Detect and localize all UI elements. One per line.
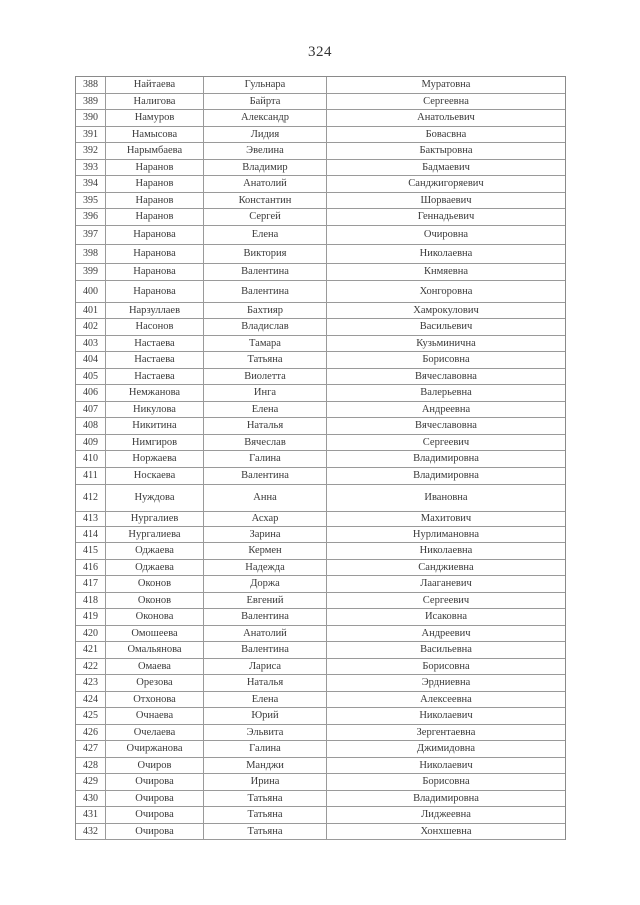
surname-cell: Оконов xyxy=(106,576,204,592)
name-cell: Галина xyxy=(204,741,327,757)
name-cell: Гульнара xyxy=(204,77,327,93)
surname-cell: Наранова xyxy=(106,264,204,280)
name-cell: Асхар xyxy=(204,512,327,526)
surname-cell: Насонов xyxy=(106,319,204,335)
name-cell: Елена xyxy=(204,692,327,708)
surname-cell: Очирова xyxy=(106,807,204,823)
surname-cell: Намуров xyxy=(106,110,204,126)
name-cell: Ирина xyxy=(204,774,327,790)
row-number: 405 xyxy=(76,369,106,385)
table-row xyxy=(76,193,565,210)
row-number: 426 xyxy=(76,725,106,741)
table-row xyxy=(76,824,565,841)
patronymic-cell: Васильевич xyxy=(419,321,473,333)
patronymic-cell: Вячеславовна xyxy=(415,370,477,382)
table-row xyxy=(76,543,565,560)
name-cell: Инга xyxy=(204,385,327,401)
table-row xyxy=(76,576,565,593)
table-row xyxy=(76,593,565,610)
surname-cell: Очелаева xyxy=(106,725,204,741)
surname-cell: Очирова xyxy=(106,774,204,790)
table-row xyxy=(76,741,565,758)
patronymic-cell: Бовасвна xyxy=(425,128,467,140)
patronymic-cell: Муратовна xyxy=(421,79,471,91)
table-row xyxy=(76,226,565,245)
name-cell: Елена xyxy=(204,402,327,418)
surname-cell: Найтаева xyxy=(106,77,204,93)
table-row xyxy=(76,626,565,643)
table-row xyxy=(76,245,565,264)
surname-cell: Нарымбаева xyxy=(106,143,204,159)
surname-cell: Очирова xyxy=(106,791,204,807)
row-number: 408 xyxy=(76,418,106,434)
surname-cell: Орезова xyxy=(106,675,204,691)
name-cell: Анатолий xyxy=(204,626,327,642)
name-cell: Лидия xyxy=(204,127,327,143)
patronymic-cell: Эрдниевна xyxy=(421,677,471,689)
row-number: 401 xyxy=(76,303,106,319)
row-number: 389 xyxy=(76,94,106,110)
row-number: 388 xyxy=(76,77,106,93)
table-row xyxy=(76,110,565,127)
surname-cell: Нуждова xyxy=(106,485,204,511)
patronymic-cell: Николаевич xyxy=(419,710,473,722)
table-row xyxy=(76,352,565,369)
table-row xyxy=(76,160,565,177)
row-number: 431 xyxy=(76,807,106,823)
table-row xyxy=(76,385,565,402)
row-number: 432 xyxy=(76,824,106,840)
surname-cell: Настаева xyxy=(106,336,204,352)
table-row xyxy=(76,209,565,226)
patronymic-cell: Геннадьевич xyxy=(417,211,475,223)
patronymic-cell: Махитович xyxy=(420,513,472,524)
patronymic-cell: Лааганевич xyxy=(420,578,472,590)
table-row xyxy=(76,642,565,659)
row-number: 413 xyxy=(76,512,106,526)
patronymic-cell: Джимидовна xyxy=(416,743,476,755)
name-cell: Татьяна xyxy=(204,352,327,368)
surname-cell: Очиров xyxy=(106,758,204,774)
table-row xyxy=(76,527,565,544)
table-row xyxy=(76,418,565,435)
name-cell: Виолетта xyxy=(204,369,327,385)
surname-cell: Очирова xyxy=(106,824,204,840)
row-number: 420 xyxy=(76,626,106,642)
name-cell: Анатолий xyxy=(204,176,327,192)
row-number: 427 xyxy=(76,741,106,757)
name-cell: Наталья xyxy=(204,418,327,434)
patronymic-cell: Борисовна xyxy=(422,776,470,788)
table-row xyxy=(76,336,565,353)
row-number: 393 xyxy=(76,160,106,176)
surname-cell: Омальянова xyxy=(106,642,204,658)
name-cell: Елена xyxy=(204,226,327,244)
row-number: 424 xyxy=(76,692,106,708)
row-number: 418 xyxy=(76,593,106,609)
patronymic-cell: Зергентаевна xyxy=(416,726,476,738)
name-cell: Надежда xyxy=(204,560,327,576)
name-cell: Анна xyxy=(204,485,327,511)
patronymic-cell: Николаевна xyxy=(419,545,473,557)
name-cell: Эльвита xyxy=(204,725,327,741)
surname-cell: Наранова xyxy=(106,226,204,244)
row-number: 399 xyxy=(76,264,106,280)
surname-cell: Оджаева xyxy=(106,543,204,559)
row-number: 414 xyxy=(76,527,106,543)
patronymic-cell: Алексеевна xyxy=(420,693,472,705)
patronymic-cell: Лиджеевна xyxy=(421,809,471,821)
patronymic-cell: Андреевич xyxy=(421,627,471,639)
row-number: 429 xyxy=(76,774,106,790)
row-number: 419 xyxy=(76,609,106,625)
patronymic-cell: Николаевна xyxy=(419,248,473,259)
patronymic-cell: Вячеславовна xyxy=(415,420,477,432)
table-row xyxy=(76,692,565,709)
row-number: 411 xyxy=(76,468,106,484)
name-cell: Валентина xyxy=(204,609,327,625)
patronymic-cell: Кнмяевна xyxy=(424,266,468,277)
table-row xyxy=(76,791,565,808)
patronymic-cell: Очировна xyxy=(423,229,469,240)
surname-cell: Наранов xyxy=(106,160,204,176)
patronymic-cell: Бадмаевич xyxy=(422,161,470,173)
surname-cell: Оджаева xyxy=(106,560,204,576)
surname-cell: Оконова xyxy=(106,609,204,625)
name-cell: Константин xyxy=(204,193,327,209)
name-cell: Зарина xyxy=(204,527,327,543)
name-cell: Виктория xyxy=(204,245,327,263)
row-number: 392 xyxy=(76,143,106,159)
row-number: 406 xyxy=(76,385,106,401)
row-number: 421 xyxy=(76,642,106,658)
surname-cell: Омошеева xyxy=(106,626,204,642)
table-row xyxy=(76,143,565,160)
patronymic-cell: Валерьевна xyxy=(420,387,472,399)
row-number: 394 xyxy=(76,176,106,192)
name-cell: Кермен xyxy=(204,543,327,559)
surname-cell: Никитина xyxy=(106,418,204,434)
patronymic-cell: Владимировна xyxy=(413,792,479,804)
row-number: 415 xyxy=(76,543,106,559)
name-cell: Вячеслав xyxy=(204,435,327,451)
surname-cell: Наранов xyxy=(106,193,204,209)
table-row xyxy=(76,512,565,527)
name-cell: Наталья xyxy=(204,675,327,691)
surname-cell: Наранов xyxy=(106,176,204,192)
patronymic-cell: Исаковна xyxy=(424,611,468,623)
patronymic-cell: Бактыровна xyxy=(419,145,473,157)
patronymic-cell: Нурлимановна xyxy=(412,528,480,540)
patronymic-cell: Санджигоряевич xyxy=(408,178,484,190)
row-number: 404 xyxy=(76,352,106,368)
patronymic-cell: Андреевна xyxy=(421,403,471,415)
table-row xyxy=(76,303,565,320)
row-number: 390 xyxy=(76,110,106,126)
surname-cell: Очнаева xyxy=(106,708,204,724)
surname-cell: Наранова xyxy=(106,245,204,263)
table-row xyxy=(76,369,565,386)
surname-cell: Нимгиров xyxy=(106,435,204,451)
table-row xyxy=(76,402,565,419)
surname-cell: Намысова xyxy=(106,127,204,143)
patronymic-cell: Шорваевич xyxy=(420,194,472,206)
patronymic-cell: Хонгоровна xyxy=(419,285,473,297)
table-row xyxy=(76,264,565,281)
names-table xyxy=(75,76,566,840)
row-number: 422 xyxy=(76,659,106,675)
table-row xyxy=(76,319,565,336)
patronymic-cell: Ивановна xyxy=(424,492,468,503)
surname-cell: Отхонова xyxy=(106,692,204,708)
surname-cell: Оконов xyxy=(106,593,204,609)
row-number: 410 xyxy=(76,451,106,467)
row-number: 398 xyxy=(76,245,106,263)
table-row xyxy=(76,675,565,692)
table-row xyxy=(76,435,565,452)
patronymic-cell: Сергеевич xyxy=(422,436,470,448)
patronymic-cell: Кузьминична xyxy=(416,337,476,349)
table-row xyxy=(76,485,565,512)
row-number: 407 xyxy=(76,402,106,418)
table-row xyxy=(76,774,565,791)
name-cell: Доржа xyxy=(204,576,327,592)
table-row xyxy=(76,451,565,468)
name-cell: Байрта xyxy=(204,94,327,110)
table-row xyxy=(76,807,565,824)
patronymic-cell: Хонхшевна xyxy=(420,825,472,837)
row-number: 425 xyxy=(76,708,106,724)
surname-cell: Наранова xyxy=(106,281,204,302)
name-cell: Тамара xyxy=(204,336,327,352)
surname-cell: Нургалиев xyxy=(106,512,204,526)
table-row xyxy=(76,560,565,577)
surname-cell: Настаева xyxy=(106,352,204,368)
patronymic-cell: Васильевна xyxy=(420,644,472,656)
row-number: 395 xyxy=(76,193,106,209)
surname-cell: Омаева xyxy=(106,659,204,675)
row-number: 403 xyxy=(76,336,106,352)
surname-cell: Немжанова xyxy=(106,385,204,401)
table-row xyxy=(76,127,565,144)
patronymic-cell: Сергеевич xyxy=(422,594,470,606)
table-row xyxy=(76,94,565,111)
row-number: 409 xyxy=(76,435,106,451)
table-row xyxy=(76,77,565,94)
patronymic-cell: Борисовна xyxy=(422,660,470,672)
row-number: 396 xyxy=(76,209,106,225)
name-cell: Галина xyxy=(204,451,327,467)
name-cell: Владимир xyxy=(204,160,327,176)
patronymic-cell: Санджиевна xyxy=(418,561,474,573)
name-cell: Валентина xyxy=(204,281,327,302)
row-number: 430 xyxy=(76,791,106,807)
name-cell: Евгений xyxy=(204,593,327,609)
table-row xyxy=(76,281,565,303)
name-cell: Валентина xyxy=(204,468,327,484)
patronymic-cell: Анатольевич xyxy=(417,112,475,124)
name-cell: Александр xyxy=(204,110,327,126)
row-number: 416 xyxy=(76,560,106,576)
name-cell: Бахтияр xyxy=(204,303,327,319)
surname-cell: Нургалиева xyxy=(106,527,204,543)
name-cell: Валентина xyxy=(204,264,327,280)
table-row xyxy=(76,659,565,676)
table-row xyxy=(76,725,565,742)
row-number: 391 xyxy=(76,127,106,143)
surname-cell: Носкаева xyxy=(106,468,204,484)
surname-cell: Нарзуллаев xyxy=(106,303,204,319)
name-cell: Татьяна xyxy=(204,807,327,823)
patronymic-cell: Владимировна xyxy=(413,453,479,465)
table-row xyxy=(76,708,565,725)
surname-cell: Налигова xyxy=(106,94,204,110)
name-cell: Татьяна xyxy=(204,791,327,807)
patronymic-cell: Николаевич xyxy=(419,759,473,771)
row-number: 402 xyxy=(76,319,106,335)
row-number: 412 xyxy=(76,485,106,511)
table-row xyxy=(76,468,565,485)
name-cell: Эвелина xyxy=(204,143,327,159)
row-number: 397 xyxy=(76,226,106,244)
page-number: 324 xyxy=(308,44,332,60)
surname-cell: Никулова xyxy=(106,402,204,418)
surname-cell: Норжаева xyxy=(106,451,204,467)
row-number: 400 xyxy=(76,281,106,302)
patronymic-cell: Борисовна xyxy=(422,354,470,366)
name-cell: Татьяна xyxy=(204,824,327,840)
name-cell: Лариса xyxy=(204,659,327,675)
name-cell: Манджи xyxy=(204,758,327,774)
surname-cell: Настаева xyxy=(106,369,204,385)
name-cell: Юрий xyxy=(204,708,327,724)
patronymic-cell: Хамрокулович xyxy=(413,304,479,316)
name-cell: Валентина xyxy=(204,642,327,658)
name-cell: Владислав xyxy=(204,319,327,335)
patronymic-cell: Сергеевна xyxy=(423,95,469,107)
table-row xyxy=(76,609,565,626)
table-row xyxy=(76,758,565,775)
patronymic-cell: Владимировна xyxy=(413,470,479,481)
row-number: 423 xyxy=(76,675,106,691)
row-number: 428 xyxy=(76,758,106,774)
surname-cell: Наранов xyxy=(106,209,204,225)
row-number: 417 xyxy=(76,576,106,592)
table-row xyxy=(76,176,565,193)
name-cell: Сергей xyxy=(204,209,327,225)
surname-cell: Очиржанова xyxy=(106,741,204,757)
